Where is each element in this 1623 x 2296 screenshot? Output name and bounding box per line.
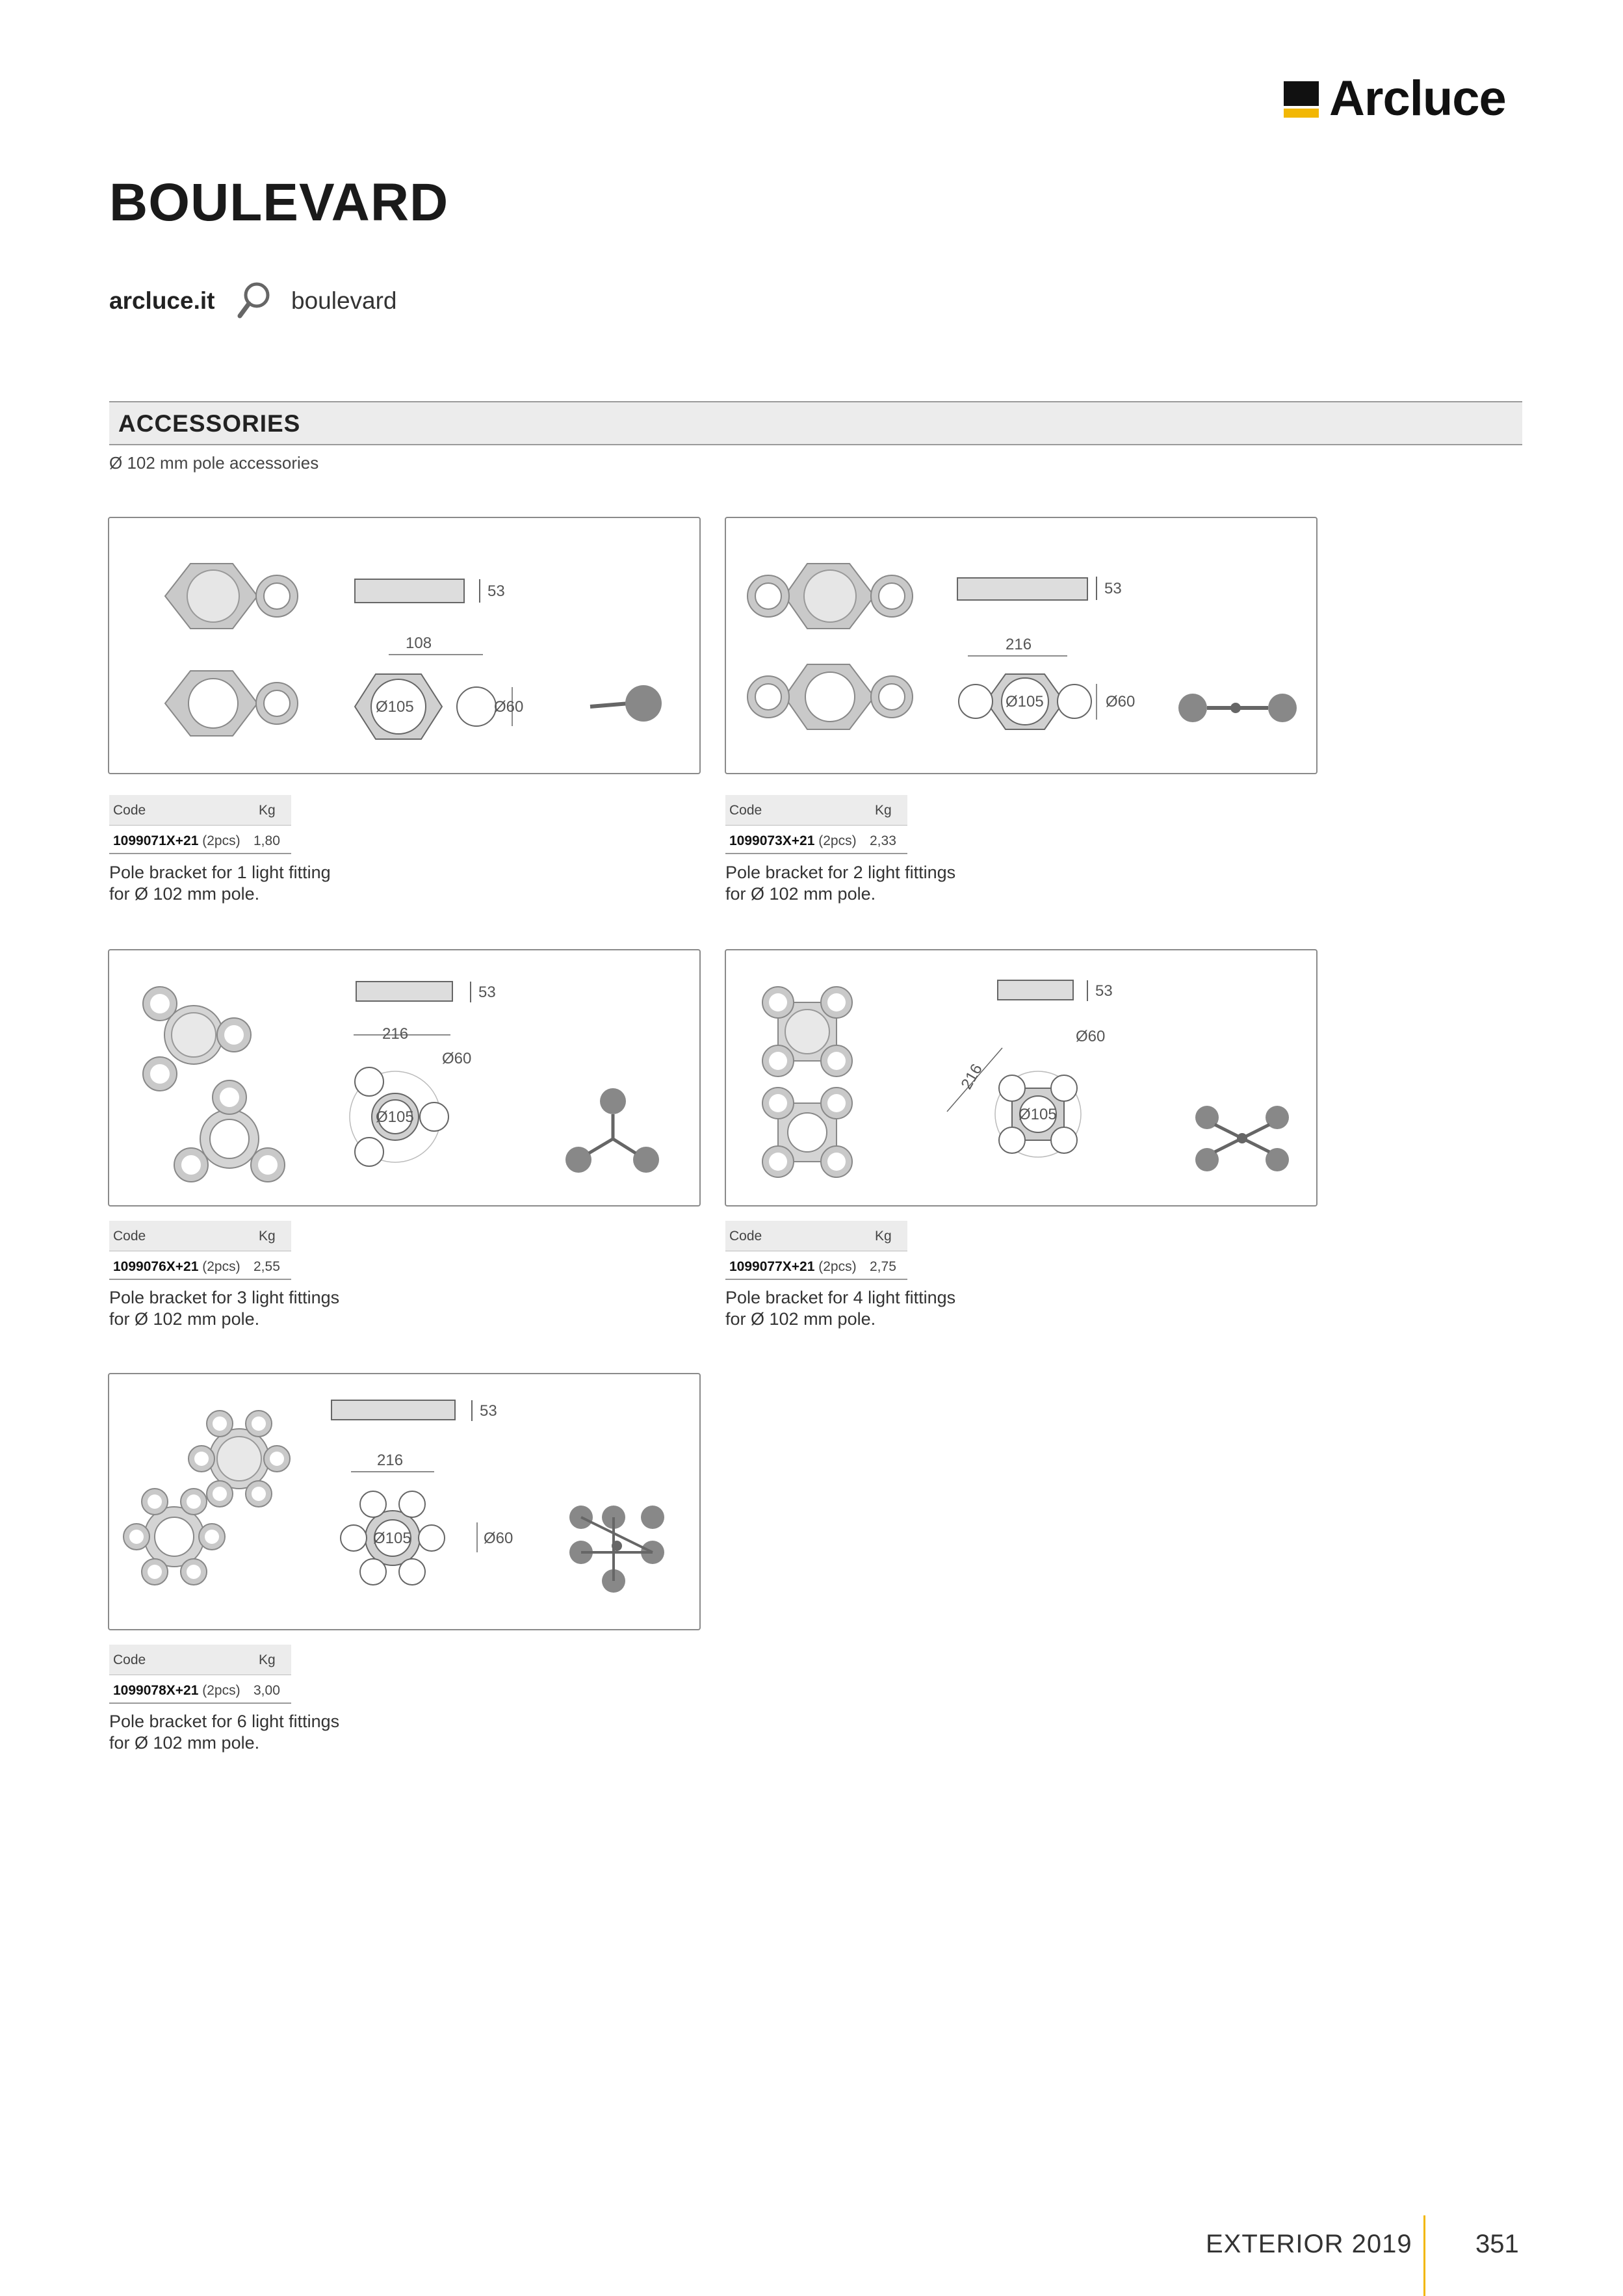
spec-table [725,1221,907,1280]
product-pcs: (2pcs) [202,1683,240,1698]
section-header [109,401,1522,445]
table-row [109,826,291,854]
dim-width: 216 [382,1025,409,1043]
table-row [725,1251,907,1280]
dim-inner: Ø105 [1006,693,1044,711]
code-header: Code [113,1652,146,1667]
dim-width: 216 [957,1061,986,1093]
spec-table [109,1221,291,1280]
dim-width: 216 [1006,636,1032,653]
product-drawing [109,950,702,1208]
product-code: 1099078X+21 [113,1683,199,1698]
product-pcs: (2pcs) [202,833,240,848]
description-line: for Ø 102 mm pole. [109,884,260,904]
product-code: 1099073X+21 [729,833,815,848]
description-line: Pole bracket for 3 light fittings [109,1288,340,1307]
code-header: Code [113,803,146,818]
bracket-photo [123,1411,290,1585]
dim-inner: Ø105 [1019,1106,1057,1123]
search-term: boulevard [291,287,397,314]
side-view [1178,694,1297,722]
description-line: Pole bracket for 2 light fittings [725,863,956,882]
description-line: Pole bracket for 4 light fittings [725,1288,956,1307]
product-kg: 2,75 [870,1259,896,1274]
side-view [1195,1106,1289,1171]
product-kg: 2,33 [870,833,896,848]
bracket-photo [143,987,285,1182]
product-code: 1099077X+21 [729,1259,815,1274]
footer-divider [1423,2215,1425,2296]
dim-height: 53 [487,582,505,600]
product-pcs: (2pcs) [202,1259,240,1274]
section-title: ACCESSORIES [118,410,301,437]
brand-logo-mark [1284,81,1319,118]
product-drawing [726,518,1319,776]
kg-header: Kg [259,803,276,818]
kg-header: Kg [259,1229,276,1244]
product-card [725,517,1318,774]
product-card [108,1373,701,1630]
spec-table [725,795,907,854]
product-description [109,862,499,905]
code-header: Code [729,1229,762,1244]
product-pcs: (2pcs) [818,1259,857,1274]
bracket-photo [747,564,913,729]
product-kg: 1,80 [253,833,280,848]
product-drawing [109,1374,702,1632]
side-view [565,1088,659,1173]
dim-inner: Ø105 [373,1530,411,1547]
dim-outer: Ø60 [442,1050,472,1067]
technical-drawing [331,1400,477,1585]
code-header: Code [113,1229,146,1244]
dim-outer: Ø60 [1076,1028,1106,1045]
dim-height: 53 [1104,580,1122,597]
technical-drawing [350,982,471,1166]
dim-width: 108 [406,634,432,652]
kg-header: Kg [875,1229,892,1244]
product-pcs: (2pcs) [818,833,857,848]
brand-name: Arcluce [1329,71,1506,126]
spec-table [109,795,291,854]
product-description [109,1711,499,1754]
product-code: 1099071X+21 [113,833,199,848]
product-kg: 3,00 [253,1683,280,1698]
dim-outer: Ø60 [494,698,524,716]
bracket-photo [762,987,852,1177]
footer-catalog-label: EXTERIOR 2019 [1206,2230,1412,2258]
product-description [725,1287,1115,1330]
section-subtitle: Ø 102 mm pole accessories [109,453,319,473]
description-line: for Ø 102 mm pole. [109,1733,260,1753]
description-line: for Ø 102 mm pole. [725,1309,876,1329]
kg-header: Kg [259,1652,276,1667]
product-card [725,949,1318,1207]
product-card [108,949,701,1207]
product-drawing [109,518,702,776]
dim-outer: Ø60 [484,1530,513,1547]
dim-inner: Ø105 [376,698,414,716]
brand-logo [1284,70,1531,126]
product-code: 1099076X+21 [113,1259,199,1274]
dim-height: 53 [478,984,496,1001]
description-line: Pole bracket for 6 light fittings [109,1712,340,1731]
description-line: Pole bracket for 1 light fitting [109,863,331,882]
description-line: for Ø 102 mm pole. [725,884,876,904]
product-drawing [726,950,1319,1208]
kg-header: Kg [875,803,892,818]
dim-height: 53 [1095,982,1113,1000]
product-card [108,517,701,774]
description-line: for Ø 102 mm pole. [109,1309,260,1329]
table-row [109,1251,291,1280]
side-view [569,1506,664,1593]
spec-table [109,1645,291,1704]
dim-height: 53 [480,1402,497,1420]
product-description [109,1287,499,1330]
product-kg: 2,55 [253,1259,280,1274]
dim-outer: Ø60 [1106,693,1136,711]
dim-width: 216 [377,1452,404,1469]
page-number: 351 [1475,2230,1519,2258]
bracket-photo [165,564,298,736]
search-icon[interactable] [236,281,272,320]
product-description [725,862,1115,905]
dim-inner: Ø105 [376,1108,414,1126]
side-view [590,685,662,722]
page-title: BOULEVARD [109,173,449,232]
code-header: Code [729,803,762,818]
site-link[interactable]: arcluce.it [109,287,215,314]
table-row [725,826,907,854]
table-row [109,1675,291,1704]
